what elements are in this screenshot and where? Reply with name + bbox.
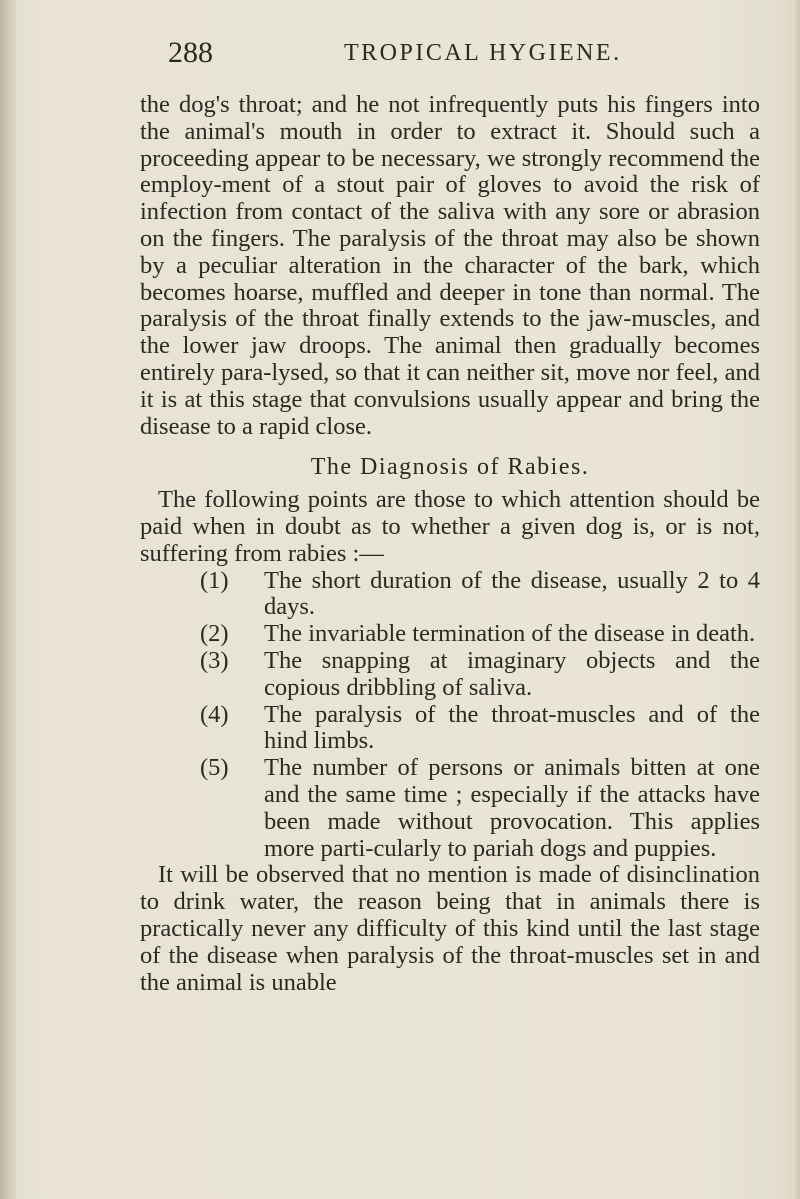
list-item — [140, 568, 760, 622]
list-item-text: The snapping at imaginary objects and the copious dribbling of saliva. — [264, 646, 760, 701]
list-item — [140, 621, 760, 648]
list-item-text: The invariable termination of the disease in death. — [264, 620, 756, 648]
list-item-number: (1) — [200, 566, 229, 594]
list-item-number: (5) — [200, 754, 229, 782]
list-item-text: The number of persons or animals bitten at one and the same time ; especially if the attacks have been made without provocation. This applies more parti-cularly to pariah dogs and puppies. — [264, 754, 760, 862]
paragraph-continuation: the dog's throat; and he not infrequently puts his fingers into the animal's mouth in order to extract it. Should such a proceeding appear to be necessary, we strongly recommend the employ-ment of a stout pair of gloves to avoid the risk of infection from contact of the saliva with any sore or abrasion on the fingers. The paralysis of the throat may also be shown by a peculiar alteration in the character of the bark, which becomes hoarse, muffled and deeper in tone than normal. The paralysis of the throat finally extends to the jaw-muscles, and the lower jaw droops. The animal then gradually becomes entirely para-lysed, so that it can neither sit, move nor feel, and it is at this stage that convulsions usually appear and bring the disease to a rapid close. — [140, 91, 760, 440]
list-item-number: (3) — [200, 646, 229, 674]
paragraph-intro: The following points are those to which attention should be paid when in doubt as to whether a given dog is, or is not, suffering from rabies :— — [140, 486, 760, 567]
list-item-number: (2) — [200, 620, 229, 648]
page-header — [168, 30, 768, 80]
page-body — [140, 92, 760, 996]
page-right-edge — [792, 0, 800, 1199]
section-heading: The Diagnosis of Rabies. — [310, 454, 590, 481]
list-item — [140, 702, 760, 756]
running-head: TROPICAL HYGIENE. — [344, 40, 622, 66]
list-item-text: The paralysis of the throat-muscles and of the hind limbs. — [264, 700, 760, 755]
list-item-number: (4) — [200, 700, 229, 728]
list-item-text: The short duration of the disease, usually 2 to 4 days. — [264, 566, 760, 621]
list-item — [140, 648, 760, 702]
page-number: 288 — [168, 36, 213, 69]
list-item — [140, 755, 760, 862]
page-binding-edge — [0, 0, 16, 1199]
paragraph-closing: It will be observed that no mention is made of disinclination to drink water, the reason being that in animals there is practically never any difficulty of this kind until the last stage of the disease when paralysis of the throat-muscles set in and the animal is unable — [140, 861, 760, 996]
diagnosis-list — [140, 568, 760, 863]
